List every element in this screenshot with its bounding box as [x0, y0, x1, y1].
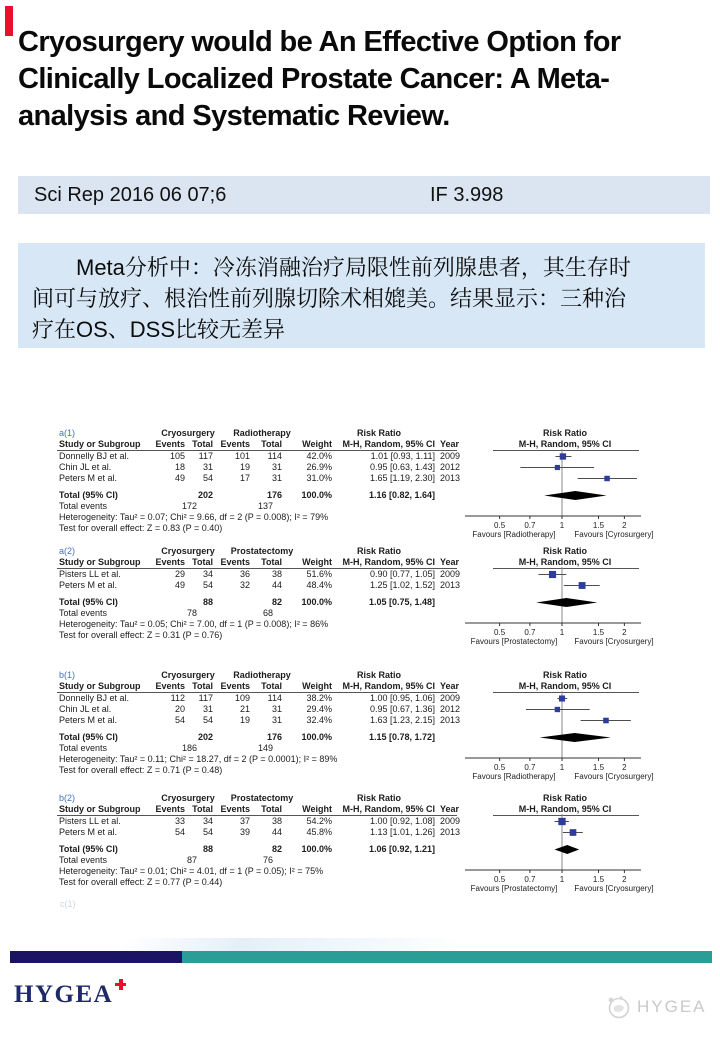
total1-value: 54	[202, 827, 213, 837]
axis-tick-label: 0.5	[494, 628, 506, 637]
ci-value: 0.95 [0.67, 1.36]	[369, 704, 435, 714]
events2-value: 101	[234, 451, 250, 461]
study-name: Peters M et al.	[59, 580, 118, 590]
ci-value: 1.00 [0.95, 1.06]	[369, 693, 435, 703]
axis-tick-label: 1.5	[592, 628, 605, 637]
events-col-header: Events	[220, 681, 250, 691]
total-label: Total (95% CI)	[59, 732, 118, 742]
study-name: Pisters LL et al.	[59, 569, 121, 579]
year-value: 2009	[440, 816, 461, 826]
study-marker	[555, 465, 560, 470]
summary-line-3: 疗在OS、DSS比较无差异	[32, 317, 286, 342]
axis-tick-label: 1.5	[592, 763, 605, 772]
heterogeneity-text: Heterogeneity: Tau² = 0.11; Chi² = 18.27, df = 2 (P = 0.0001); I² = 89%	[59, 754, 338, 764]
total-col-header: Total	[192, 557, 213, 567]
total-events1: 172	[181, 501, 197, 511]
axis-tick-label: 1	[559, 763, 565, 772]
total1-value: 31	[202, 704, 213, 714]
weight-col-header: Weight	[302, 681, 332, 691]
footer-teal-bar	[182, 951, 712, 963]
summary-line-2: 间可与放疗、根治性前列腺切除术相媲美。结果显示：三种治	[32, 286, 627, 311]
total-col-header: Total	[261, 557, 282, 567]
events2-value: 37	[239, 816, 250, 826]
impact-factor: IF 3.998	[430, 184, 504, 206]
total1-sum: 88	[202, 597, 213, 607]
weight-col-header: Weight	[302, 439, 332, 449]
favours-right-label: Favours [Cryosurgery]	[574, 772, 654, 781]
total2-value: 38	[271, 816, 282, 826]
risk-ratio-header: Risk Ratio	[356, 546, 402, 556]
hygea-watermark-stamp-icon	[605, 994, 631, 1020]
journal-citation: Sci Rep 2016 06 07;6	[34, 184, 227, 206]
study-name: Donnelly BJ et al.	[59, 451, 130, 461]
total-diamond	[544, 491, 606, 500]
year-value: 2012	[440, 704, 461, 714]
ci-col-header: M-H, Random, 95% CI	[342, 804, 435, 814]
fp-header-rule	[493, 815, 639, 816]
events2-value: 21	[239, 704, 250, 714]
axis-tick-label: 2	[622, 521, 627, 530]
events-col-header: Events	[220, 804, 250, 814]
events2-value: 39	[239, 827, 250, 837]
total-events2: 68	[262, 608, 273, 618]
year-col-header: Year	[440, 681, 460, 691]
hygea-logo-text: HYGEA	[14, 981, 114, 1008]
title-line-3: analysis and Systematic Review.	[18, 100, 450, 132]
overall-effect-text: Test for overall effect: Z = 0.77 (P = 0.44)	[59, 877, 223, 887]
study-marker	[555, 707, 560, 712]
ci-col-header: M-H, Random, 95% CI	[342, 681, 435, 691]
total1-sum: 202	[197, 732, 213, 742]
total1-value: 54	[202, 473, 213, 483]
total1-value: 34	[202, 816, 213, 826]
total1-sum: 202	[197, 490, 213, 500]
favours-right-label: Favours [Cryosurgery]	[574, 884, 654, 893]
events-col-header: Events	[220, 557, 250, 567]
total-events2: 149	[257, 743, 273, 753]
study-marker	[603, 718, 609, 724]
heterogeneity-text: Heterogeneity: Tau² = 0.05; Chi² = 7.00, df = 1 (P = 0.008); I² = 86%	[59, 619, 329, 629]
total2-sum: 176	[266, 490, 282, 500]
year-col-header: Year	[440, 557, 460, 567]
events1-value: 49	[174, 473, 185, 483]
year-value: 2012	[440, 462, 461, 472]
axis-tick-label: 0.5	[494, 875, 506, 884]
ci-col-header: M-H, Random, 95% CI	[342, 439, 435, 449]
title-line-1: Cryosurgery would be An Effective Option for	[18, 26, 621, 58]
total-label: Total (95% CI)	[59, 597, 118, 607]
study-col-header: Study or Subgroup	[59, 681, 141, 691]
group2-header: Prostatectomy	[230, 793, 294, 803]
study-marker	[604, 476, 609, 481]
overall-effect-text: Test for overall effect: Z = 0.71 (P = 0.48)	[59, 765, 223, 775]
ci-col-header: M-H, Random, 95% CI	[342, 557, 435, 567]
favours-left-label: Favours [Radiotherapy]	[472, 530, 556, 539]
group1-header: Cryosurgery	[161, 793, 215, 803]
favours-right-label: Favours [Cryosurgery]	[574, 637, 654, 646]
events1-value: 18	[174, 462, 185, 472]
total1-value: 31	[202, 462, 213, 472]
risk-ratio-header: Risk Ratio	[356, 793, 402, 803]
total2-value: 114	[267, 693, 282, 703]
total-col-header: Total	[261, 439, 282, 449]
study-marker	[559, 695, 565, 701]
total1-value: 34	[202, 569, 213, 579]
events1-value: 20	[174, 704, 185, 714]
ci-value: 0.90 [0.77, 1.05]	[369, 569, 435, 579]
risk-ratio-header: Risk Ratio	[356, 670, 402, 680]
weight-value: 45.8%	[306, 827, 332, 837]
weight-value: 48.4%	[306, 580, 332, 590]
group2-header: Radiotherapy	[233, 670, 291, 680]
total2-sum: 176	[266, 732, 282, 742]
heterogeneity-text: Heterogeneity: Tau² = 0.01; Chi² = 4.01, df = 1 (P = 0.05); I² = 75%	[59, 866, 324, 876]
total2-sum: 82	[271, 597, 282, 607]
year-value: 2009	[440, 451, 461, 461]
plot-risk-ratio-header: Risk Ratio	[542, 428, 588, 438]
events2-value: 36	[239, 569, 250, 579]
study-col-header: Study or Subgroup	[59, 804, 141, 814]
year-value: 2013	[440, 827, 461, 837]
total-weight: 100.0%	[301, 597, 332, 607]
hygea-watermark	[605, 994, 707, 1020]
forest-plot-a2	[57, 546, 669, 647]
year-value: 2013	[440, 580, 461, 590]
axis-tick-label: 0.5	[494, 521, 506, 530]
footer-decorative-streak	[118, 938, 466, 951]
total-col-header: Total	[192, 439, 213, 449]
risk-ratio-header: Risk Ratio	[356, 428, 402, 438]
ci-value: 1.00 [0.92, 1.08]	[369, 816, 435, 826]
study-name: Chin JL et al.	[59, 462, 112, 472]
favours-right-label: Favours [Cyrosurgery]	[574, 530, 654, 539]
year-col-header: Year	[440, 439, 460, 449]
axis-tick-label: 0.7	[524, 763, 536, 772]
forest-plot-b2	[57, 793, 669, 894]
total-label: Total (95% CI)	[59, 490, 118, 500]
plot-ci-header: M-H, Random, 95% CI	[518, 804, 612, 814]
events-col-header: Events	[155, 681, 185, 691]
total-diamond	[540, 733, 611, 742]
axis-tick-label: 1	[559, 875, 565, 884]
total-events2: 137	[257, 501, 273, 511]
weight-value: 42.0%	[306, 451, 332, 461]
year-value: 2013	[440, 473, 461, 483]
weight-col-header: Weight	[302, 557, 332, 567]
axis-tick-label: 0.5	[494, 763, 506, 772]
weight-value: 38.2%	[306, 693, 332, 703]
group2-header: Prostatectomy	[230, 546, 294, 556]
total-col-header: Total	[192, 681, 213, 691]
total-diamond	[554, 845, 579, 854]
study-name: Peters M et al.	[59, 715, 118, 725]
total1-value: 54	[202, 580, 213, 590]
total-events1: 87	[186, 855, 197, 865]
plot-risk-ratio-header: Risk Ratio	[542, 670, 588, 680]
events2-value: 109	[234, 693, 250, 703]
axis-tick-label: 2	[622, 875, 627, 884]
events1-value: 54	[174, 827, 185, 837]
total-ci: 1.05 [0.75, 1.48]	[368, 597, 435, 607]
heterogeneity-text: Heterogeneity: Tau² = 0.07; Chi² = 9.66, df = 2 (P = 0.008); I² = 79%	[59, 512, 329, 522]
ci-value: 1.63 [1.23, 2.15]	[369, 715, 435, 725]
group1-header: Cryosurgery	[161, 670, 215, 680]
study-marker	[560, 453, 566, 459]
fp-header-rule	[493, 568, 639, 569]
weight-value: 29.4%	[306, 704, 332, 714]
axis-tick-label: 2	[622, 763, 627, 772]
ci-value: 1.01 [0.93, 1.11]	[370, 451, 435, 461]
events-col-header: Events	[220, 439, 250, 449]
study-marker	[579, 582, 586, 589]
events1-value: 112	[170, 693, 185, 703]
red-cross-icon	[115, 979, 126, 990]
summary-line-1: Meta分析中：冷冻消融治疗局限性前列腺患者，其生存时	[76, 255, 631, 280]
total2-value: 31	[271, 473, 282, 483]
favours-left-label: Favours [Prostatectomy]	[470, 637, 558, 646]
subplot-label: a(2)	[59, 546, 76, 556]
axis-tick-label: 2	[622, 628, 627, 637]
favours-left-label: Favours [Prostatectomy]	[470, 884, 558, 893]
hygea-logo	[14, 981, 126, 1009]
events2-value: 19	[239, 462, 250, 472]
weight-value: 26.9%	[306, 462, 332, 472]
journal-bar	[18, 176, 710, 214]
axis-tick-label: 1.5	[592, 521, 605, 530]
study-marker	[549, 571, 556, 578]
total1-value: 54	[202, 715, 213, 725]
year-value: 2013	[440, 715, 461, 725]
total1-sum: 88	[202, 844, 213, 854]
ci-value: 1.65 [1.19, 2.30]	[369, 473, 435, 483]
summary-box	[18, 243, 705, 348]
ci-value: 1.13 [1.01, 1.26]	[369, 827, 435, 837]
weight-col-header: Weight	[302, 804, 332, 814]
total-diamond	[536, 598, 597, 607]
total-weight: 100.0%	[301, 490, 332, 500]
total-events-label: Total events	[59, 501, 108, 511]
total2-value: 31	[271, 462, 282, 472]
events2-value: 17	[239, 473, 250, 483]
overall-effect-text: Test for overall effect: Z = 0.83 (P = 0.40)	[59, 523, 223, 533]
forest-plot-b1	[57, 670, 669, 782]
fp-header-rule	[493, 450, 639, 451]
total2-sum: 82	[271, 844, 282, 854]
study-name: Pisters LL et al.	[59, 816, 121, 826]
study-name: Chin JL et al.	[59, 704, 112, 714]
study-name: Donnelly BJ et al.	[59, 693, 130, 703]
hygea-watermark-text: HYGEA	[637, 997, 707, 1016]
group2-header: Radiotherapy	[233, 428, 291, 438]
study-name: Peters M et al.	[59, 473, 118, 483]
forest-plot-figure	[57, 428, 672, 908]
events-col-header: Events	[155, 439, 185, 449]
events-col-header: Events	[155, 804, 185, 814]
events1-value: 54	[174, 715, 185, 725]
study-col-header: Study or Subgroup	[59, 439, 141, 449]
total2-value: 44	[271, 580, 282, 590]
total-col-header: Total	[261, 681, 282, 691]
year-col-header: Year	[440, 804, 460, 814]
total-ci: 1.06 [0.92, 1.21]	[368, 844, 435, 854]
events1-value: 33	[174, 816, 185, 826]
subplot-label: b(2)	[59, 793, 76, 803]
axis-tick-label: 0.7	[524, 628, 536, 637]
total2-value: 31	[271, 704, 282, 714]
total-weight: 100.0%	[301, 844, 332, 854]
axis-tick-label: 1	[559, 628, 565, 637]
plot-risk-ratio-header: Risk Ratio	[542, 793, 588, 803]
ci-value: 0.95 [0.63, 1.43]	[369, 462, 435, 472]
events2-value: 32	[239, 580, 250, 590]
group1-header: Cryosurgery	[161, 428, 215, 438]
weight-value: 32.4%	[306, 715, 332, 725]
plot-ci-header: M-H, Random, 95% CI	[518, 439, 612, 449]
page-title	[18, 24, 708, 135]
total-label: Total (95% CI)	[59, 844, 118, 854]
axis-tick-label: 1	[559, 521, 565, 530]
total1-value: 117	[198, 693, 213, 703]
subplot-label: a(1)	[59, 428, 76, 438]
axis-tick-label: 1.5	[592, 875, 605, 884]
favours-left-label: Favours [Radiotherapy]	[472, 772, 556, 781]
events1-value: 29	[174, 569, 185, 579]
fp-header-rule	[493, 692, 639, 693]
year-value: 2009	[440, 569, 461, 579]
events1-value: 105	[169, 451, 185, 461]
weight-value: 31.0%	[306, 473, 332, 483]
study-col-header: Study or Subgroup	[59, 557, 141, 567]
overall-effect-text: Test for overall effect: Z = 0.31 (P = 0.76)	[59, 630, 223, 640]
ci-value: 1.25 [1.02, 1.52]	[369, 580, 435, 590]
total-events-label: Total events	[59, 608, 108, 618]
study-name: Peters M et al.	[59, 827, 118, 837]
title-line-2: Clinically Localized Prostate Cancer: A Meta-	[18, 63, 610, 95]
events2-value: 19	[239, 715, 250, 725]
total1-value: 117	[198, 451, 213, 461]
plot-risk-ratio-header: Risk Ratio	[542, 546, 588, 556]
forest-plot-a1	[57, 428, 669, 540]
year-value: 2009	[440, 693, 461, 703]
total-events-label: Total events	[59, 743, 108, 753]
subplot-label: b(1)	[59, 670, 76, 680]
study-marker	[570, 829, 577, 836]
plot-ci-header: M-H, Random, 95% CI	[518, 681, 612, 691]
footer-navy-bar	[10, 951, 182, 963]
total-col-header: Total	[261, 804, 282, 814]
events-col-header: Events	[155, 557, 185, 567]
weight-value: 51.6%	[306, 569, 332, 579]
total-ci: 1.16 [0.82, 1.64]	[368, 490, 435, 500]
events1-value: 49	[174, 580, 185, 590]
total-col-header: Total	[192, 804, 213, 814]
axis-tick-label: 0.7	[524, 521, 536, 530]
axis-tick-label: 0.7	[524, 875, 536, 884]
group1-header: Cryosurgery	[161, 546, 215, 556]
total2-value: 114	[267, 451, 282, 461]
faint-next-subplot-label: c(1)	[60, 899, 76, 909]
total-events-label: Total events	[59, 855, 108, 865]
total-ci: 1.15 [0.78, 1.72]	[368, 732, 435, 742]
plot-ci-header: M-H, Random, 95% CI	[518, 557, 612, 567]
red-accent-bar	[5, 6, 13, 36]
weight-value: 54.2%	[306, 816, 332, 826]
total-events1: 78	[186, 608, 197, 618]
total-events2: 76	[262, 855, 273, 865]
total-events1: 186	[181, 743, 197, 753]
total2-value: 31	[271, 715, 282, 725]
total-weight: 100.0%	[301, 732, 332, 742]
study-marker	[558, 818, 565, 825]
total2-value: 38	[271, 569, 282, 579]
total2-value: 44	[271, 827, 282, 837]
